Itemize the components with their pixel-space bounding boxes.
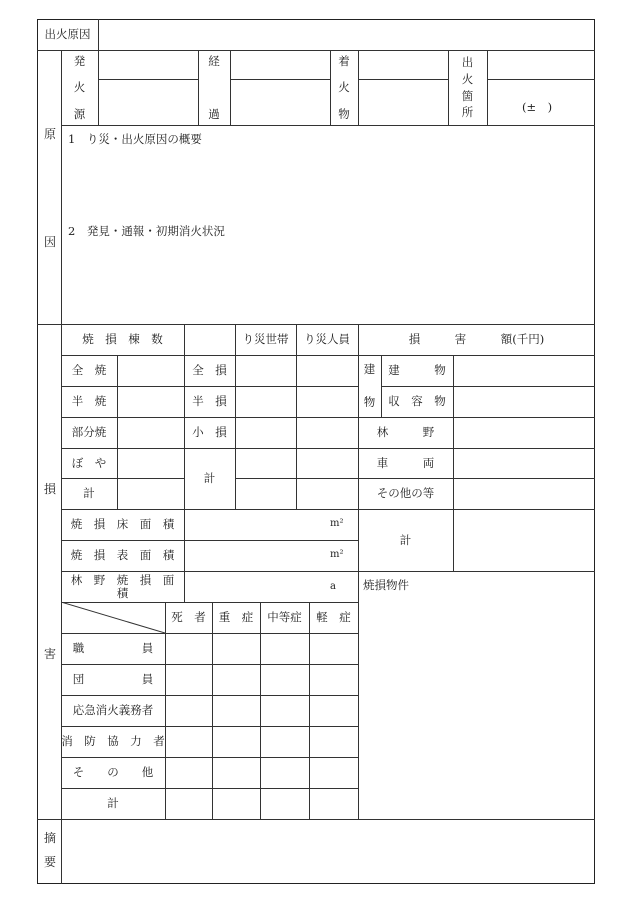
burn-type-full: 全 焼: [71, 363, 107, 378]
source-label-char: 発: [73, 54, 86, 68]
divider-location-mid: [487, 79, 595, 80]
casualty-row-other: そ の 他: [72, 765, 154, 780]
building-label-char: 物: [363, 394, 376, 409]
casualty-row-total: 計: [107, 796, 119, 811]
casualty-row-cooperator: 消 防 協 力 者: [61, 734, 165, 749]
section-label-cause-1: 原: [44, 127, 57, 141]
contents-item: 収 容 物: [388, 394, 446, 409]
section-label-damage-1: 損: [44, 482, 57, 496]
ignited-label: [330, 56, 358, 120]
building-label: [358, 364, 381, 408]
casualty-row-obligated: 応急消火義務者: [72, 703, 154, 718]
loss-type-small: 小 損: [192, 425, 227, 440]
col-line: [309, 602, 310, 819]
burn-type-half: 半 焼: [71, 394, 107, 409]
header-serious: 重 症: [218, 610, 254, 625]
building-item: 建 物: [388, 363, 446, 378]
divider-source-mid: [98, 79, 198, 80]
col-title-right: [98, 19, 99, 50]
source-label-char: 火: [73, 80, 86, 95]
summary-label-1: 摘: [44, 831, 57, 845]
header-minor: 軽 症: [316, 610, 351, 625]
unit-floor: m²: [330, 518, 344, 529]
col-line: [165, 602, 166, 819]
burn-type-partial: 部分焼: [71, 425, 107, 440]
location-label-char: 箇: [461, 88, 474, 103]
source-label-char: 源: [73, 106, 86, 121]
divider-ignited-mid: [358, 79, 448, 80]
forest-area-label: 林 野 焼 損 面 積: [70, 572, 186, 600]
amount-other: その他の等: [376, 486, 435, 501]
col-line: [212, 602, 213, 819]
overview-heading: 1 り災・出火原因の概要: [68, 132, 202, 146]
header-dead: 死 者: [171, 610, 206, 625]
col-line: [487, 50, 488, 125]
summary-label-2: 要: [44, 855, 57, 869]
process-label-char: 経: [208, 54, 220, 68]
location-value: (± ): [522, 100, 553, 114]
ignited-label-char: 着: [338, 54, 350, 68]
amount-forest: 林 野: [376, 425, 435, 440]
divider-damage-summary: [37, 819, 595, 820]
casualty-row-staff: 職 員: [72, 641, 154, 656]
col-line: [260, 602, 261, 819]
amount-header: 損 害 額(千円): [408, 332, 545, 347]
process-label-char: 過: [208, 106, 220, 121]
households-header: り災世帯: [242, 332, 289, 347]
location-label-char: 火: [461, 71, 474, 86]
col-line: [230, 50, 231, 125]
burn-type-total: 計: [83, 486, 95, 501]
location-label: [448, 57, 487, 119]
building-label-char: 建: [363, 362, 376, 376]
loss-type-half: 半 損: [192, 394, 227, 409]
unit-forest: a: [330, 581, 336, 592]
floor-area-label: 焼 損 床 面 積: [70, 517, 175, 532]
buildings-header: 焼 損 棟 数: [82, 332, 163, 347]
loss-type-full: 全 損: [192, 363, 227, 378]
section-label-cause-2: 因: [44, 235, 57, 249]
ignited-label-char: 物: [338, 106, 350, 121]
divider-source-bottom: [61, 125, 595, 126]
divider-process-mid: [230, 79, 330, 80]
col-line: [453, 355, 454, 571]
discovery-heading: 2 発見・通報・初期消火状況: [68, 224, 225, 238]
section-label-damage-2: 害: [44, 647, 57, 661]
col-line: [358, 50, 359, 125]
col-line: [98, 50, 99, 125]
location-label-char: 出: [461, 55, 474, 69]
header-moderate: 中等症: [267, 610, 302, 625]
burned-items-label: 焼損物件: [363, 578, 409, 592]
location-label-char: 所: [461, 105, 474, 120]
process-label: [198, 56, 230, 120]
row-line: [61, 355, 595, 356]
loss-type-total: 計: [203, 471, 216, 486]
casualty-row-corps: 団 員: [72, 672, 154, 687]
divider-title: [37, 50, 595, 51]
amount-total: 計: [399, 532, 412, 547]
ignited-label-char: 火: [338, 80, 350, 95]
source-label: [61, 56, 98, 120]
unit-surface: m²: [330, 549, 344, 560]
diagonal-header-line: [61, 602, 165, 633]
col-line: [117, 355, 118, 509]
burn-type-minor: ぼ や: [71, 455, 107, 470]
surface-area-label: 焼 損 表 面 積: [70, 548, 175, 563]
persons-header: り災人員: [304, 332, 350, 347]
amount-vehicle: 車 両: [376, 455, 435, 470]
title-label: 出火原因: [44, 27, 91, 42]
